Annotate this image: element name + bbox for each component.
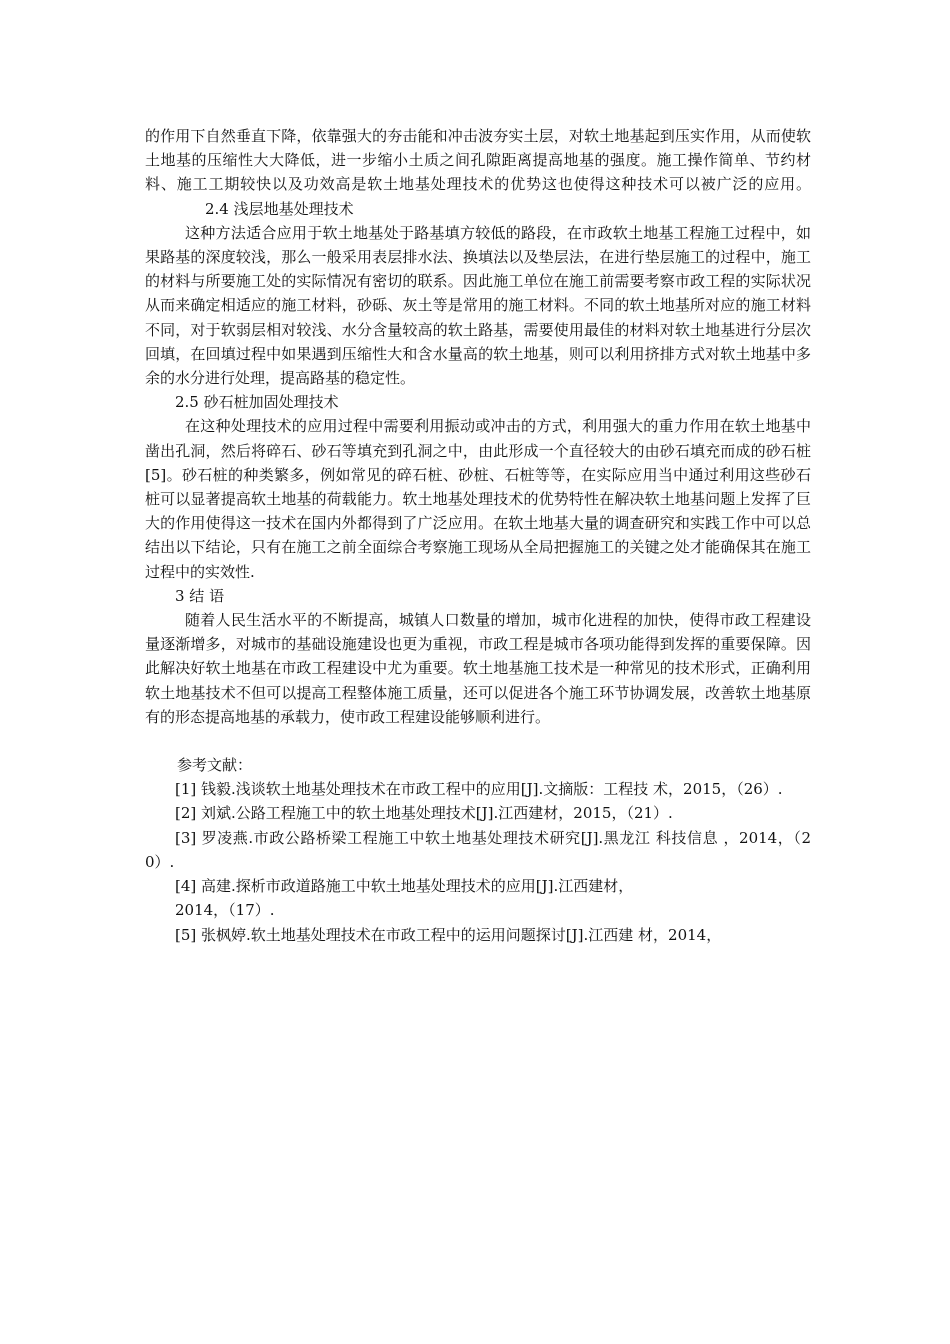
paragraph-text: 的作用下自然垂直下降，依靠强大的夯击能和冲击波夯实土层，对软土地基起到压实作用，从而使软土地基的压缩性大大降低，进一步缩小土质之间孔隙距离提高地基的强度。施工操作简单、节约材料、施工工期较快以及功效高是软土地基处理技术的优势这也使得这种技术可以被广泛的应用。	[145, 127, 811, 194]
reference-item-2: [2] 刘斌.公路工程施工中的软土地基处理技术[J].江西建材，2015，（21）.	[175, 804, 673, 823]
spacer	[145, 729, 811, 753]
reference-item-5: [5] 张枫婷.软土地基处理技术在市政工程中的运用问题探讨[J].江西建 材，2014，	[175, 925, 722, 944]
section-heading-2-4: 2.4 浅层地基处理技术	[205, 199, 354, 218]
paragraph-shallow-foundation: 这种方法适合应用于软土地基处于路基填方较低的路段，在市政软土地基工程施工过程中，如果路基的深度较浅，那么一般采用表层排水法、换填法以及垫层法，在进行垫层施工的过程中，施工的材料与所要施工处的实际情况有密切的联系。因此施工单位在施工前需要考察市政工程的实际状况从而来确定相适应的施工材料，砂砾、灰土等是常用的施工材料。不同的软土地基所对应的施工材料不同，对于软弱层相对较浅、水分含量较高的软土路基，需要使用最佳的材料对软土地基进行分层次回填，在回填过程中如果遇到压缩性大和含水量高的软土地基，则可以利用挤排方式对软土地基中多余的水分进行处理，提高路基的稳定性。	[145, 223, 811, 388]
paragraph-conclusion: 随着人民生活水平的不断提高，城镇人口数量的增加，城市化进程的加快，使得市政工程建设量逐渐增多，对城市的基础设施建设也更为重视，市政工程是城市各项功能得到发挥的重要保障。因此解决好软土地基在市政工程建设中尤为重要。软土地基施工技术是一种常见的技术形式，正确利用软土地基技术不但可以提高工程整体施工质量，还可以促进各个施工环节协调发展，改善软土地基原有的形态提高地基的承载力，使市政工程建设能够顺利进行。	[145, 611, 811, 726]
reference-item-3: [3] 罗凌燕.市政公路桥梁工程施工中软土地基处理技术研究[J].黑龙江 科技信息 ，2014，（20）.	[145, 828, 811, 871]
paragraph-gravel-pile: 在这种处理技术的应用过程中需要利用振动或冲击的方式，利用强大的重力作用在软土地基中凿出孔洞，然后将碎石、砂石等填充到孔洞之中，由此形成一个直径较大的由砂石填充而成的砂石桩[5]。砂石桩的种类繁多，例如常见的碎石桩、砂桩、石桩等等，在实际应用当中通过利用这些砂石桩可以显著提高软土地基的荷载能力。软土地基处理技术的优势特性在解决软土地基问题上发挥了巨大的作用使得这一技术在国内外都得到了广泛应用。在软土地基大量的调查研究和实践工作中可以总结出以下结论，只有在施工之前全面综合考察施工现场从全局把握施工的关键之处才能确保其在施工过程中的实效性.	[145, 417, 811, 581]
section-heading-2-5: 2.5 砂石桩加固处理技术	[175, 393, 339, 412]
reference-item-4-continued: 2014，（17）.	[175, 901, 275, 920]
document-page	[145, 124, 811, 947]
section-heading-conclusion: 3 结 语	[175, 586, 225, 605]
reference-item-1: [1] 钱毅.浅谈软土地基处理技术在市政工程中的应用[J].文摘版：工程技 术，2015，（26）.	[175, 780, 783, 799]
reference-item-4: [4] 高建.探析市政道路施工中软土地基处理技术的应用[J].江西建材，	[175, 877, 634, 896]
references-title: 参考文献：	[177, 756, 253, 775]
paragraph-dynamic-compaction	[145, 124, 811, 221]
